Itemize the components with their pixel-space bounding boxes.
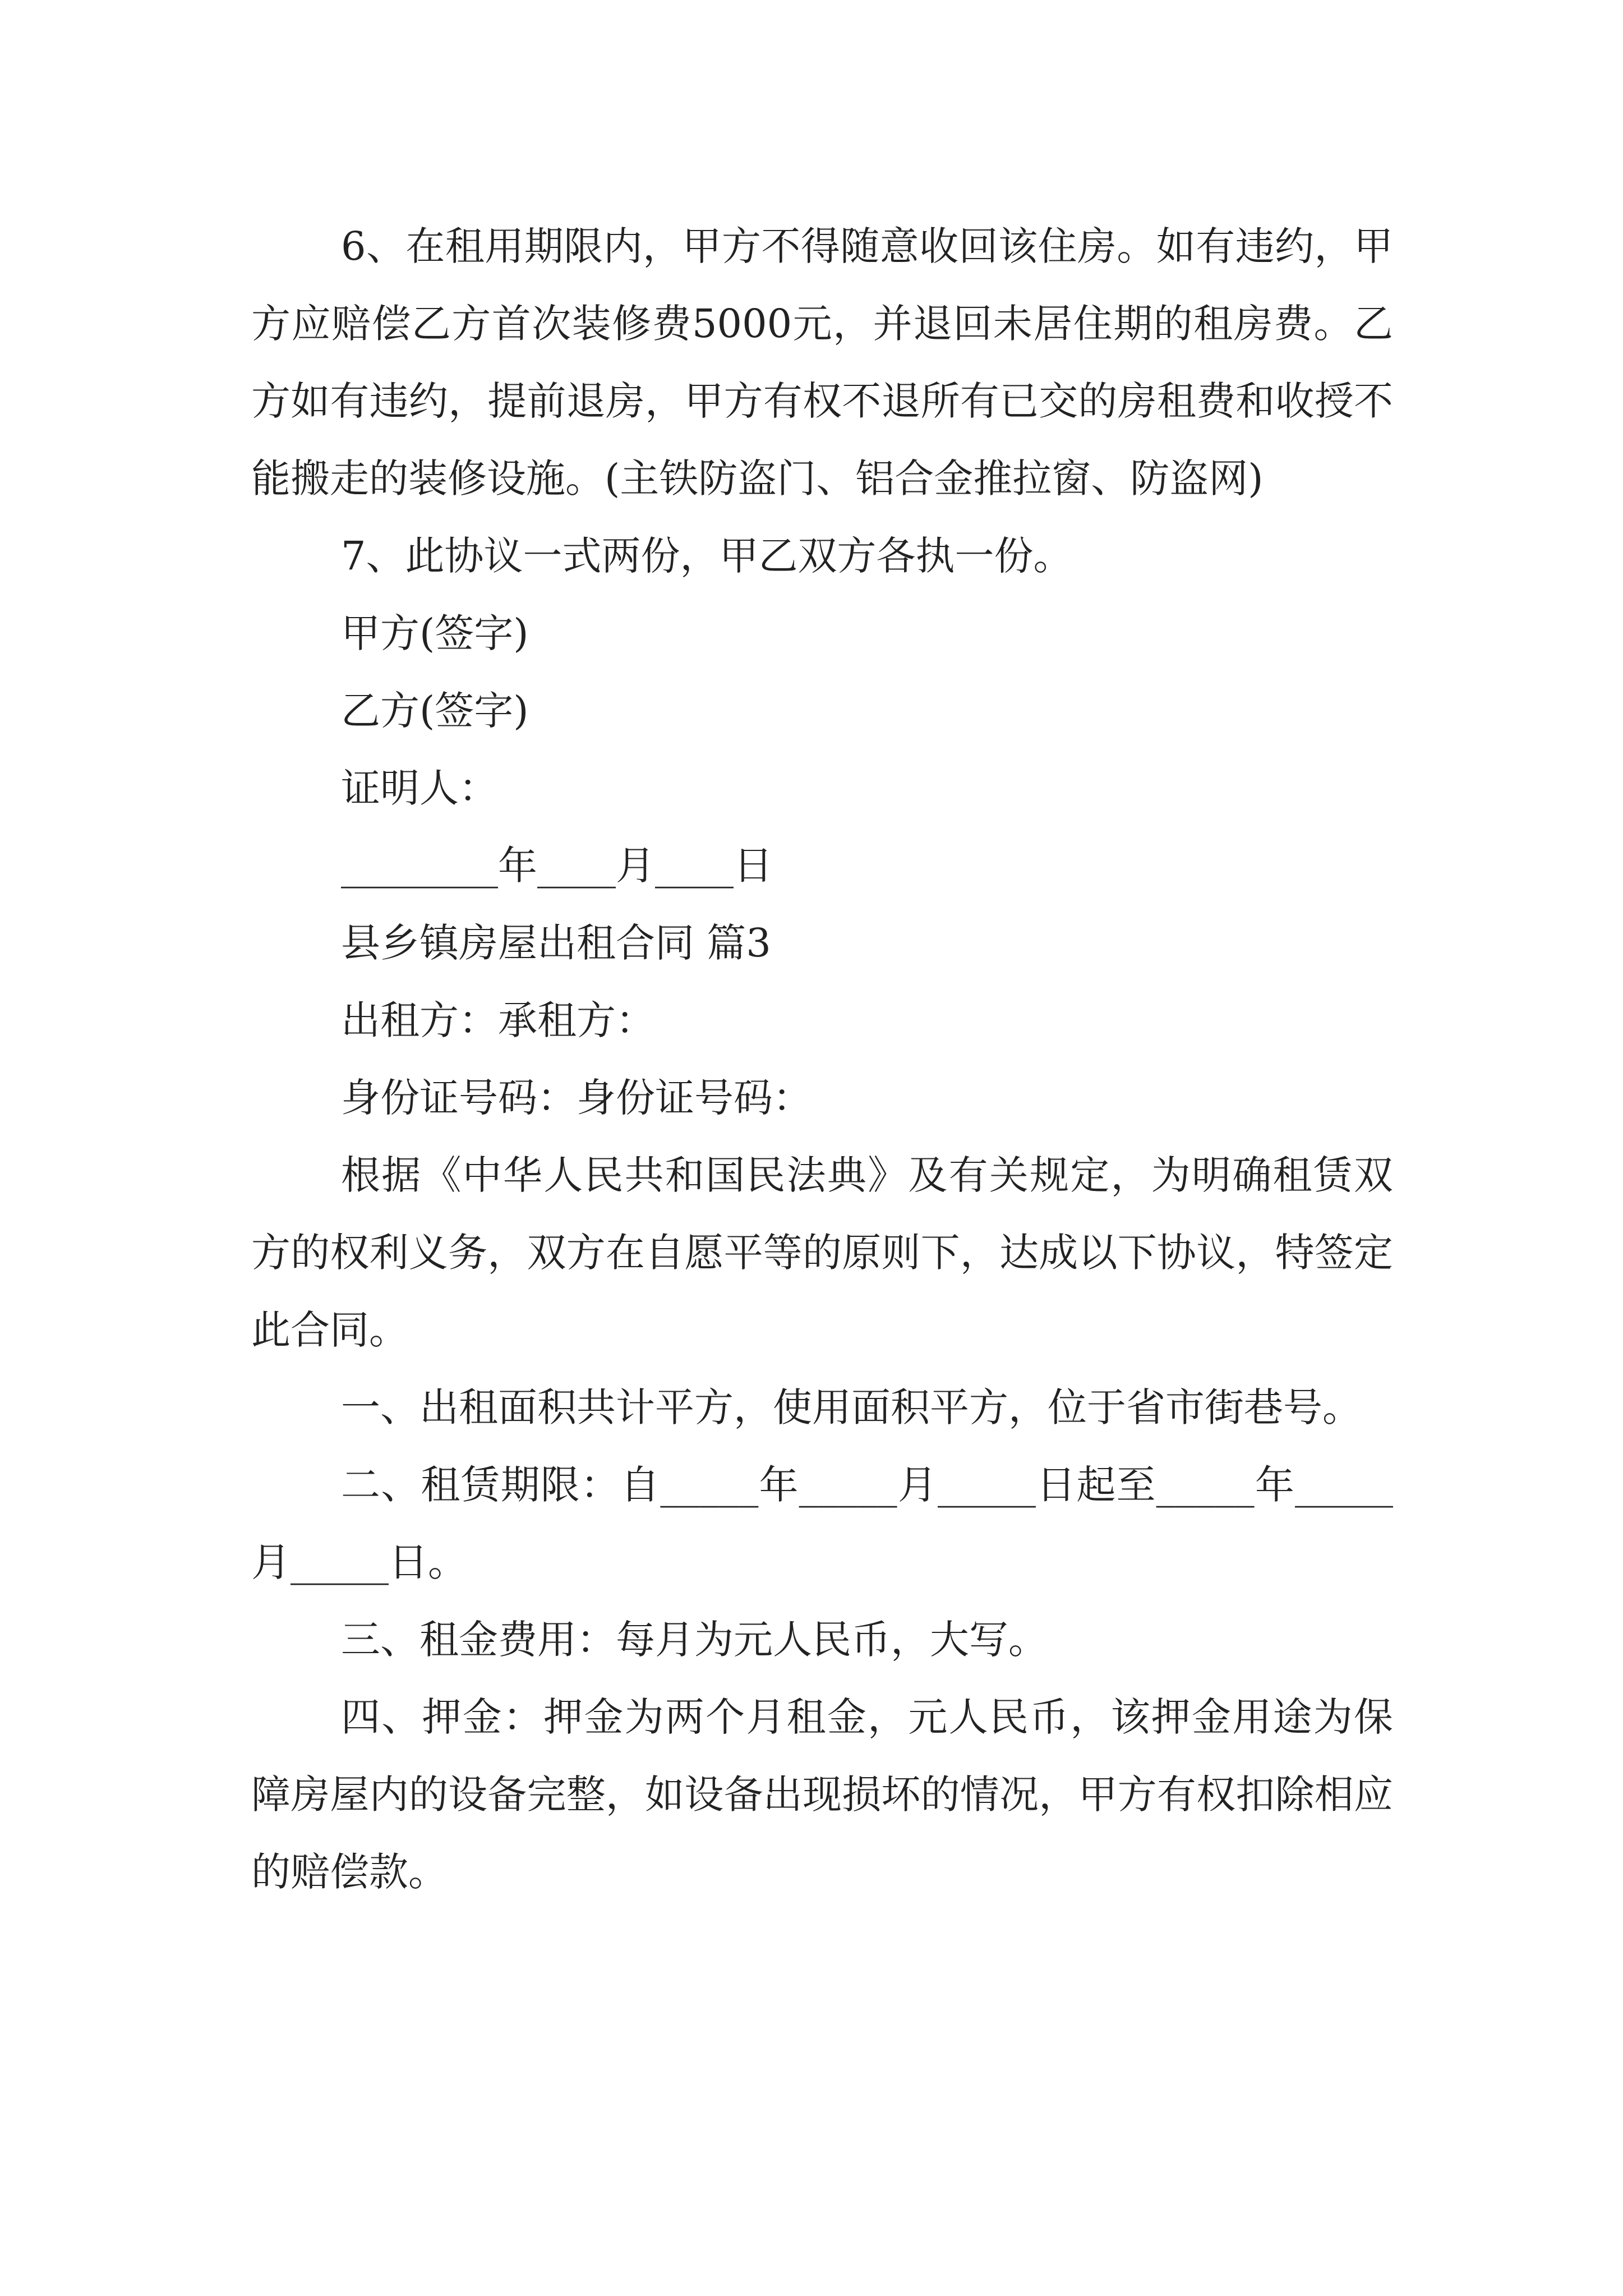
lessor-lessee-line: 出租方：承租方： — [341, 997, 655, 1043]
id-number-line: 身份证号码：身份证号码： — [341, 1075, 812, 1121]
paragraph-article-2: 二、租赁期限：自_____年_____月_____日起至_____年_____月_____日。 — [251, 1462, 1393, 1585]
party-a-signature-line: 甲方(签字) — [341, 610, 529, 656]
document-body — [251, 208, 1393, 1911]
paragraph-clause-6: 6、在租用期限内，甲方不得随意收回该住房。如有违约，甲方应赔偿乙方首次装修费5000元，并退回未居住期的租房费。乙方如有违约，提前退房，甲方有权不退所有已交的房租费和收授不能搬走的装修设施。(主铁防盗门、铝合金推拉窗、防盗网) — [251, 223, 1393, 501]
witness-line: 证明人： — [341, 765, 498, 811]
paragraph-clause-7: 7、此协议一式两份，甲乙双方各执一份。 — [341, 533, 1073, 579]
paragraph-article-4: 四、押金：押金为两个月租金，元人民币，该押金用途为保障房屋内的设备完整，如设备出现损坏的情况，甲方有权扣除相应的赔偿款。 — [251, 1694, 1393, 1895]
date-line: ________年____月____日 — [341, 843, 773, 889]
party-b-signature-line: 乙方(签字) — [341, 688, 529, 734]
section-title: 县乡镇房屋出租合同 篇3 — [341, 920, 771, 966]
paragraph-article-3: 三、租金费用：每月为元人民币，大写。 — [341, 1617, 1048, 1663]
paragraph-preamble: 根据《中华人民共和国民法典》及有关规定，为明确租赁双方的权利义务，双方在自愿平等的原则下，达成以下协议，特签定此合同。 — [251, 1152, 1393, 1353]
paragraph-article-1: 一、出租面积共计平方，使用面积平方，位于省市街巷号。 — [341, 1384, 1362, 1430]
